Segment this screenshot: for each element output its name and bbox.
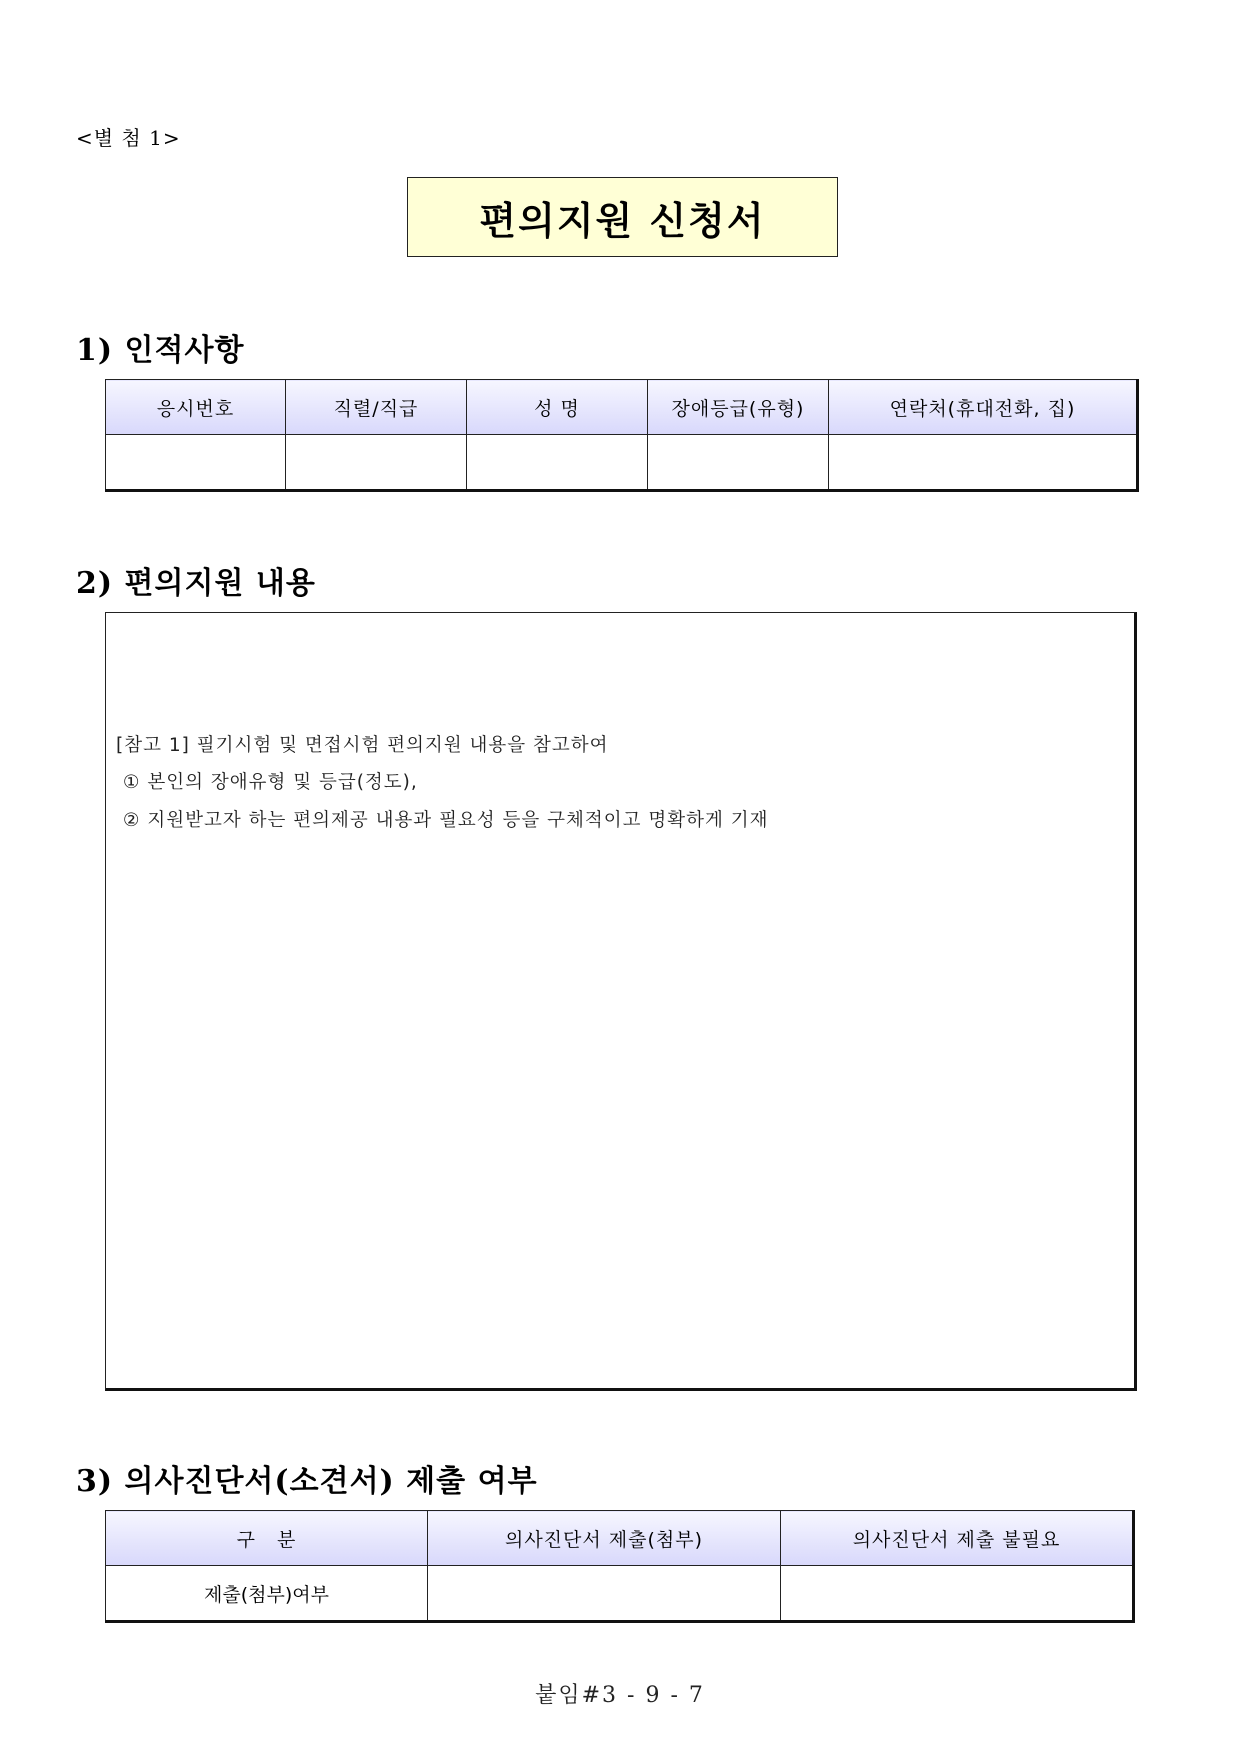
contact-field[interactable]: [829, 435, 1138, 491]
column-header-exam-number: 응시번호: [106, 380, 286, 435]
column-header-contact: 연락처(휴대전화, 집): [829, 380, 1138, 435]
column-header-submitted: 의사진단서 제출(첨부): [428, 1511, 781, 1566]
job-series-field[interactable]: [286, 435, 467, 491]
exam-number-field[interactable]: [106, 435, 286, 491]
column-header-name: 성 명: [467, 380, 648, 435]
form-title: 편의지원 신청서: [407, 177, 838, 257]
medical-certificate-table: [105, 1510, 1135, 1623]
name-field[interactable]: [467, 435, 648, 491]
row-label-submission-status: 제출(첨부)여부: [106, 1566, 428, 1622]
column-header-disability-grade: 장애등급(유형): [648, 380, 829, 435]
reference-note-line: [참고 1] 필기시험 및 면접시험 편의지원 내용을 참고하여: [116, 735, 609, 756]
not-required-checkbox-cell[interactable]: [781, 1566, 1134, 1622]
reference-note-line: ① 본인의 장애유형 및 등급(정도),: [116, 772, 418, 793]
reference-note-line: ② 지원받고자 하는 편의제공 내용과 필요성 등을 구체적이고 명확하게 기재: [116, 810, 769, 831]
table-header-row: [106, 380, 1138, 435]
section-heading-personal-info: 1) 인적사항: [76, 333, 245, 368]
submitted-checkbox-cell[interactable]: [428, 1566, 781, 1622]
column-header-not-required: 의사진단서 제출 불필요: [781, 1511, 1134, 1566]
table-header-row: [106, 1511, 1134, 1566]
personal-info-table: [105, 379, 1139, 492]
section-heading-support-details: 2) 편의지원 내용: [76, 566, 316, 601]
column-header-job-series: 직렬/직급: [286, 380, 467, 435]
page-footer: 붙임#3 - 9 - 7: [535, 1683, 705, 1708]
attachment-label: <별 첨 1>: [76, 126, 181, 150]
disability-grade-field[interactable]: [648, 435, 829, 491]
column-header-category: 구 분: [106, 1511, 428, 1566]
support-details-field[interactable]: [105, 612, 1137, 1391]
table-row: [106, 435, 1138, 491]
table-row: [106, 1566, 1134, 1622]
section-heading-medical-certificate: 3) 의사진단서(소견서) 제출 여부: [76, 1464, 538, 1499]
